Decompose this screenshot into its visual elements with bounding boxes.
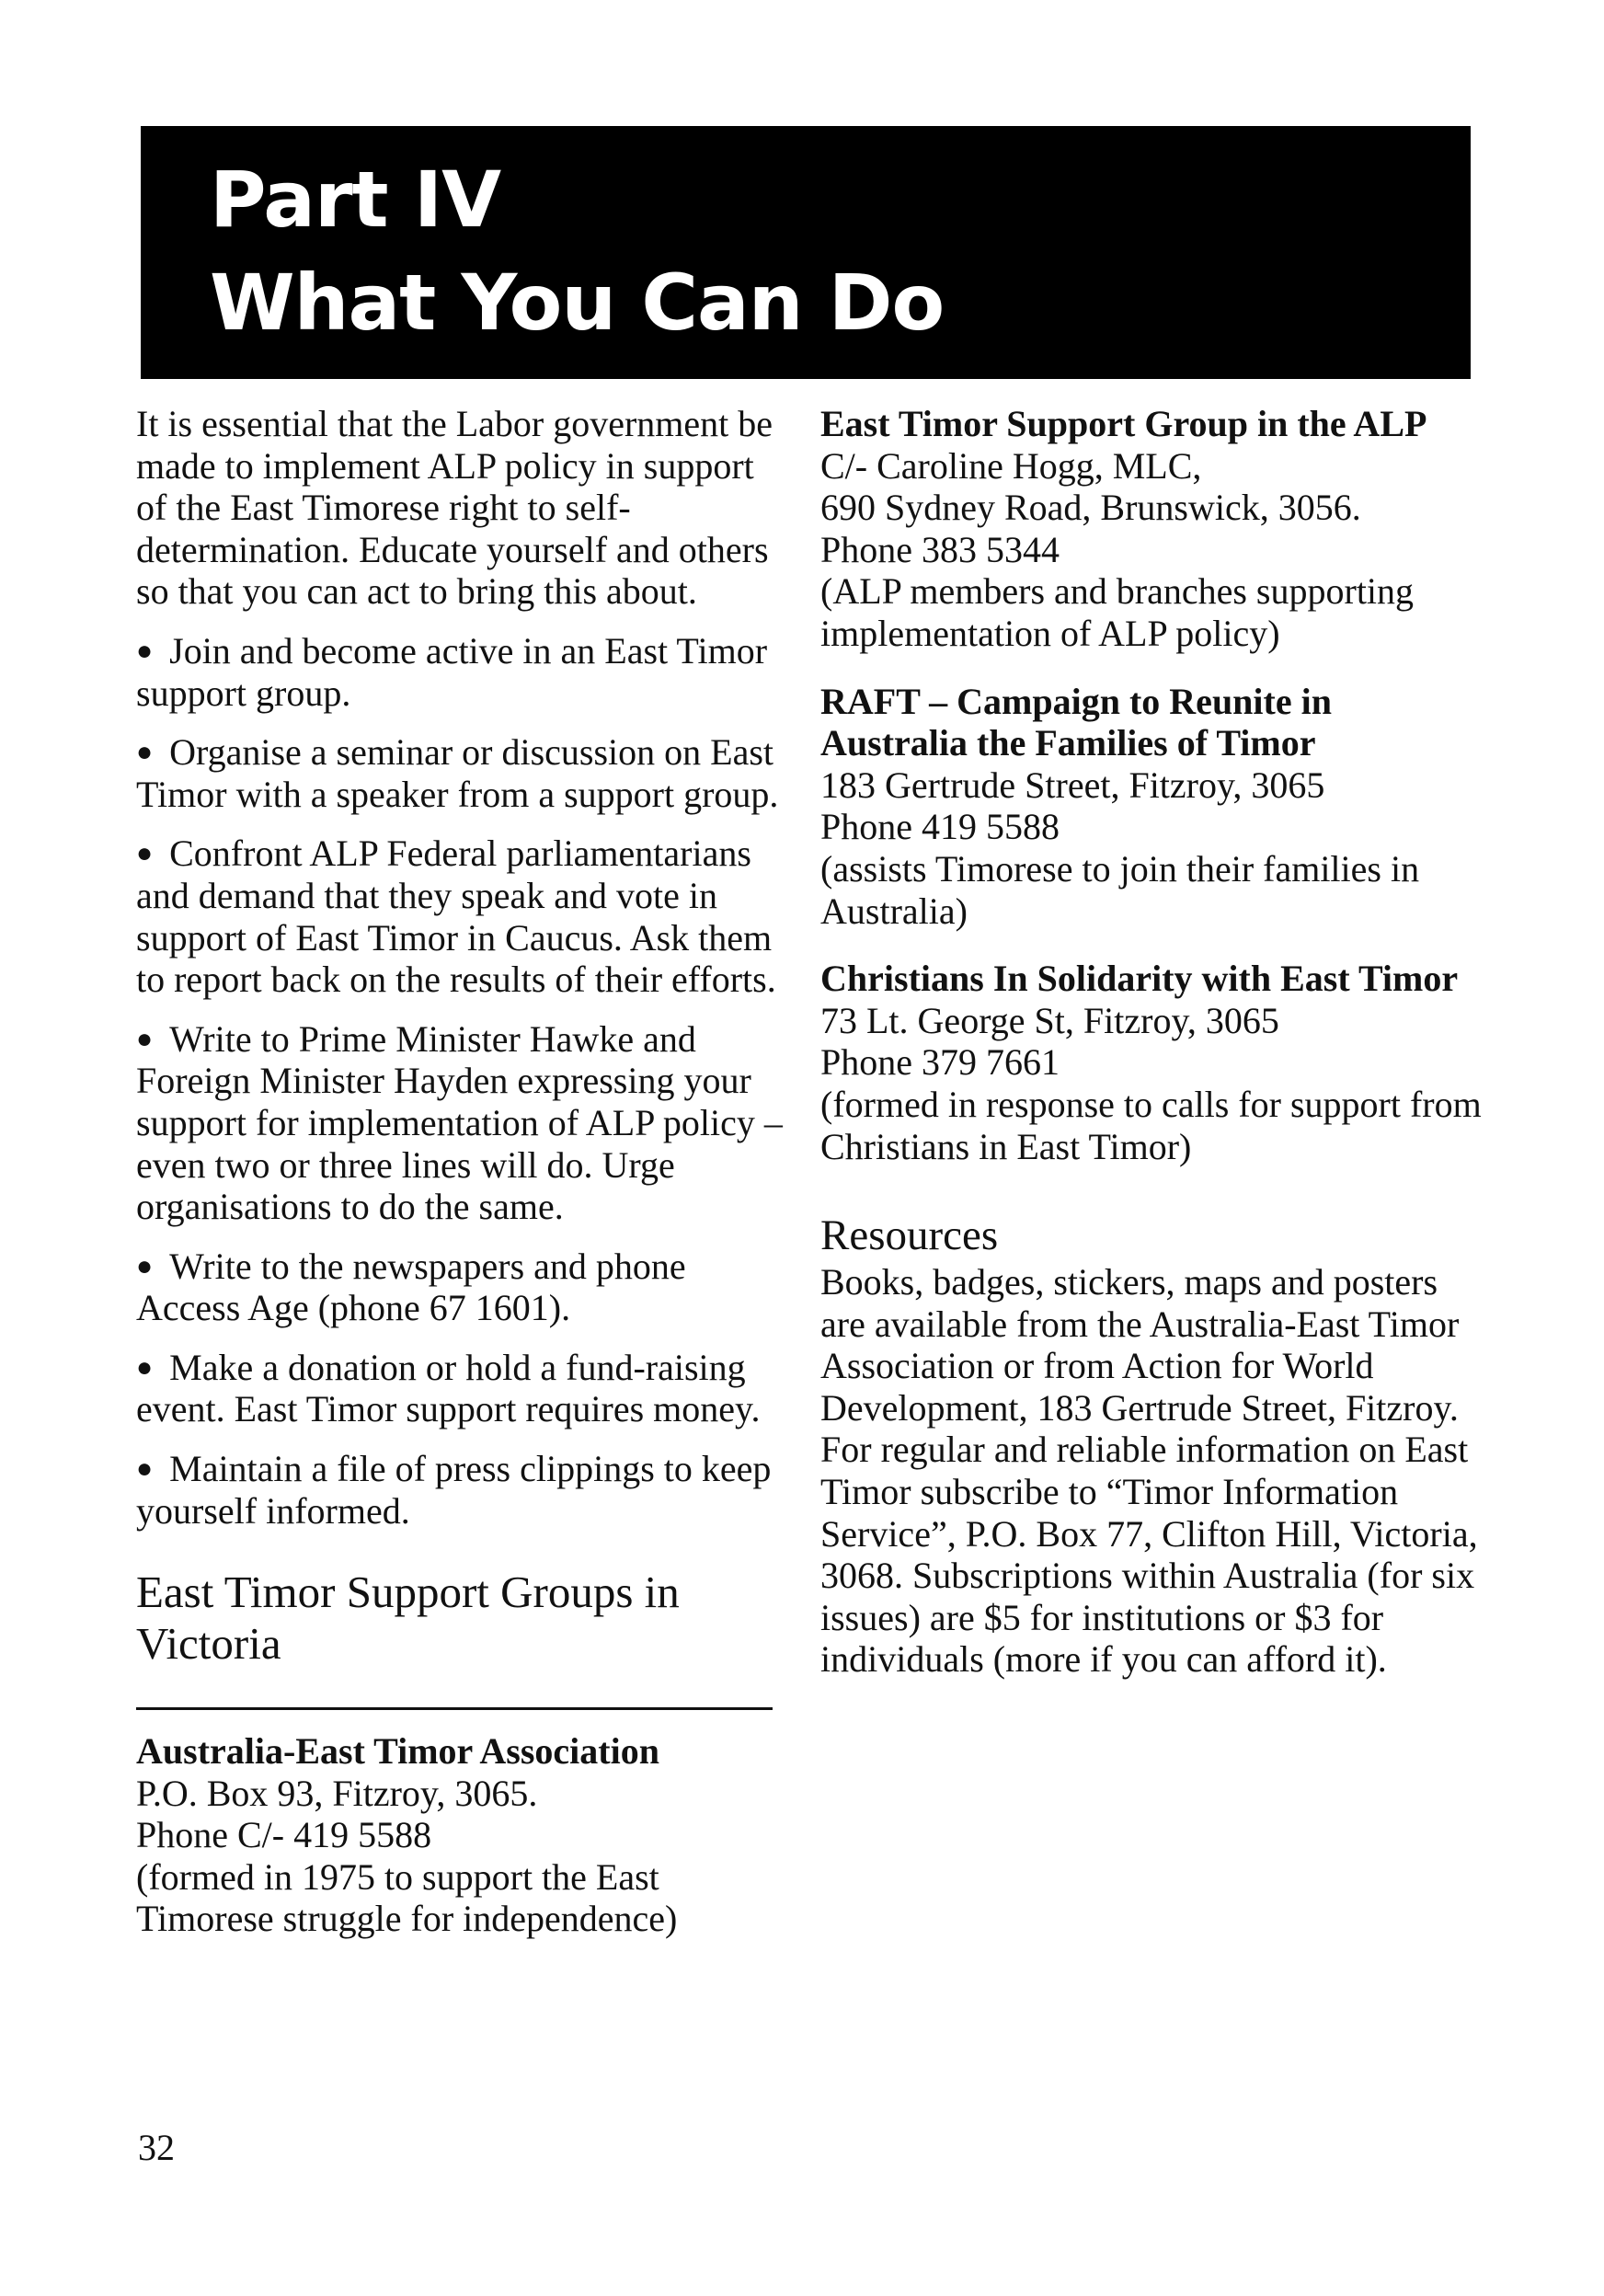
bullet-text: Confront ALP Federal parliamentarians and demand that they speak and vote in support of East Timor in Caucus. Ask them to report back on the results of their efforts. (136, 832, 776, 1001)
org-address: 690 Sydney Road, Brunswick, 3056. (820, 487, 1361, 529)
action-bullet (136, 1018, 785, 1228)
bullet-text: Make a donation or hold a fund-raising event. East Timor support requires money. (136, 1346, 761, 1430)
action-bullet (136, 1246, 785, 1329)
org-description: (formed in 1975 to support the East Timorese struggle for independence) (136, 1855, 678, 1940)
org-name: Christians In Solidarity with East Timor (820, 958, 1459, 1000)
org-name: East Timor Support Group in the ALP (820, 403, 1427, 444)
part-banner (141, 126, 1471, 379)
bullet-icon: ● (136, 737, 154, 768)
org-phone: Phone C/- 419 5588 (136, 1814, 432, 1856)
intro-paragraph: It is essential that the Labor government be made to implement ALP policy in support of the East Timorese right to self-determination. Educate yourself and others so that you can act to bring this about. (136, 403, 773, 613)
bullet-icon: ● (136, 1250, 154, 1281)
section-divider (136, 1707, 773, 1710)
resources-heading: Resources (820, 1211, 999, 1260)
bullet-icon: ● (136, 1453, 154, 1485)
bullet-icon: ● (136, 838, 154, 869)
part-number-title: Part IV (210, 155, 501, 245)
bullet-text: Join and become active in an East Timor support group. (136, 629, 768, 714)
org-name: RAFT – Campaign to Reunite in Australia the Families of Timor (820, 680, 1332, 764)
bullet-icon: ● (136, 1351, 154, 1383)
part-title: What You Can Do (210, 258, 945, 348)
bullet-text: Write to Prime Minister Hawke and Foreign Minister Hayden expressing your support for implementation of ALP policy – even two or three lines will do. Urge organisations to do the same. (136, 1017, 783, 1228)
org-phone: Phone 383 5344 (820, 528, 1060, 570)
right-column (820, 403, 1483, 1681)
org-description: (ALP members and branches supporting implementation of ALP policy) (820, 570, 1415, 654)
org-phone: Phone 419 5588 (820, 806, 1060, 848)
org-entry (820, 681, 1483, 933)
page-number: 32 (138, 2127, 175, 2168)
org-entry (820, 403, 1483, 655)
org-name: Australia-East Timor Association (136, 1729, 659, 1772)
bullet-icon: ● (136, 635, 154, 666)
action-bullet (136, 731, 785, 815)
org-contact: C/- Caroline Hogg, MLC, (820, 444, 1202, 487)
action-bullet (136, 832, 785, 1000)
left-column (136, 403, 785, 1966)
bullet-text: Write to the newspapers and phone Access Age (phone 67 1601). (136, 1245, 686, 1329)
org-address: 73 Lt. George St, Fitzroy, 3065 (820, 999, 1279, 1041)
action-bullet (136, 1347, 785, 1430)
bullet-text: Organise a seminar or discussion on East Timor with a speaker from a support group. (136, 731, 779, 815)
org-description: (formed in response to calls for support from Christians in East Timor) (820, 1083, 1482, 1167)
action-bullet (136, 630, 785, 714)
resources-paragraph: Books, badges, stickers, maps and posters are available from the Australia-East Timor Association or from Action for World Development, 183 Gertrude Street, Fitzroy. For regular and reliable information on East Timor subscribe to “Timor Information Service”, P.O. Box 77, Clifton Hill, Victoria, 3068. Subscriptions within Australia (for six issues) are $5 for institutions or $3 for individuals (more if you can afford it). (820, 1261, 1478, 1681)
action-bullet (136, 1448, 785, 1532)
org-description: (assists Timorese to join their families in Australia) (820, 847, 1420, 932)
org-phone: Phone 379 7661 (820, 1041, 1060, 1084)
bullet-text: Maintain a file of press clippings to keep yourself informed. (136, 1448, 772, 1532)
org-entry (136, 1730, 785, 1940)
org-address: 183 Gertrude Street, Fitzroy, 3065 (820, 763, 1325, 806)
org-address: P.O. Box 93, Fitzroy, 3065. (136, 1772, 538, 1814)
support-groups-heading: East Timor Support Groups in Victoria (136, 1567, 680, 1670)
org-entry (820, 958, 1483, 1167)
bullet-icon: ● (136, 1023, 154, 1054)
